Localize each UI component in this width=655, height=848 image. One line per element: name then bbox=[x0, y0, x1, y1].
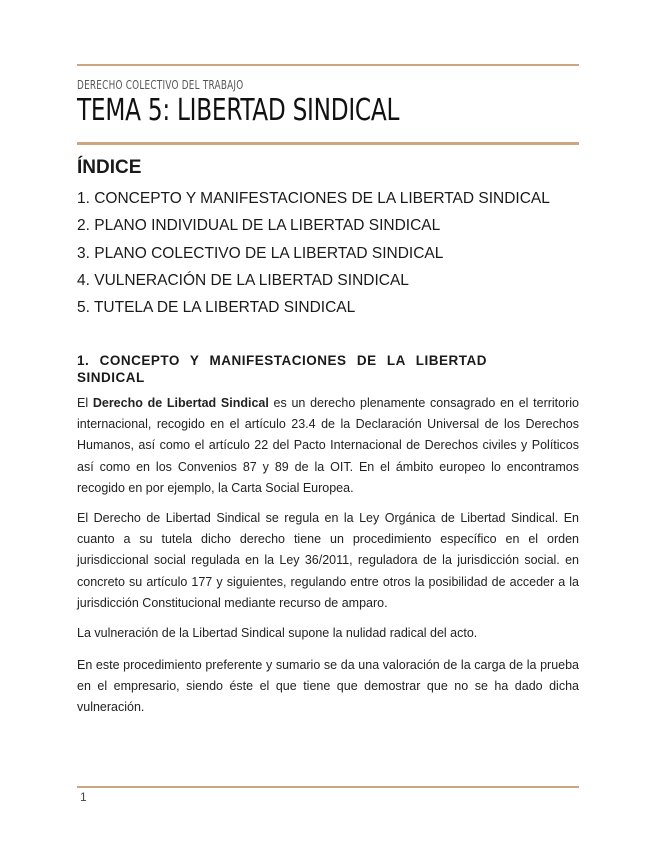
index-item-5: 5. TUTELA DE LA LIBERTAD SINDICAL bbox=[77, 299, 356, 317]
paragraph-4: En este procedimiento preferente y sumario se da una valoración de la carga de la prueba en el empresario, siendo éste el que tiene que demostrar que no se ha dado dicha vulneración. bbox=[77, 658, 579, 715]
paragraph-1-post: es un derecho plenamente consagrado en el territorio internacional, recogido en el artículo 23.4 de la Declaración Universal de los Derechos Humanos, así como el artículo 22 del Pacto Internacional de Derechos civiles y Políticos así como en los Convenios 87 y 89 de la OIT. En el ámbito europeo lo encontramos recogido en por ejemplo, la Carta Social Europea. bbox=[77, 396, 579, 495]
paragraph-2: El Derecho de Libertad Sindical se regula en la Ley Orgánica de Libertad Sindical. En cuanto a su tutela dicho derecho tiene un procedimiento específico en el orden jurisdiccional social regulada en la Ley 36/2011, reguladora de la jurisdicción social. en concreto su artículo 177 y siguientes, regulando entre otros la posibilidad de acceder a la jurisdicción Constitucional mediante recurso de amparo. bbox=[77, 511, 579, 610]
index-item-1: 1. CONCEPTO Y MANIFESTACIONES DE LA LIBERTAD SINDICAL bbox=[77, 190, 550, 207]
header-bottom-rule bbox=[77, 142, 579, 145]
page-title: TEMA 5: LIBERTAD SINDICAL bbox=[77, 93, 400, 128]
section-1-heading bbox=[77, 352, 487, 386]
section-1-heading-line2: SINDICAL bbox=[77, 370, 145, 385]
index-heading: ÍNDICE bbox=[77, 157, 142, 178]
section-1-heading-line1: 1. CONCEPTO Y MANIFESTACIONES DE LA LIBERTAD bbox=[77, 353, 487, 368]
page-number: 1 bbox=[80, 790, 87, 804]
course-label: DERECHO COLECTIVO DEL TRABAJO bbox=[77, 78, 244, 92]
paragraph-1 bbox=[77, 393, 579, 499]
paragraph-3: La vulneración de la Libertad Sindical supone la nulidad radical del acto. bbox=[77, 626, 478, 640]
index-item-2: 2. PLANO INDIVIDUAL DE LA LIBERTAD SINDICAL bbox=[77, 217, 441, 235]
index-item-4: 4. VULNERACIÓN DE LA LIBERTAD SINDICAL bbox=[77, 271, 409, 289]
index-item-3: 3. PLANO COLECTIVO DE LA LIBERTAD SINDICAL bbox=[77, 244, 444, 262]
paragraph-1-bold-term: Derecho de Libertad Sindical bbox=[92, 396, 269, 410]
header-top-rule bbox=[77, 64, 579, 66]
paragraph-1-pre: El bbox=[77, 396, 93, 410]
index-list bbox=[77, 185, 550, 321]
footer-rule bbox=[77, 786, 579, 788]
